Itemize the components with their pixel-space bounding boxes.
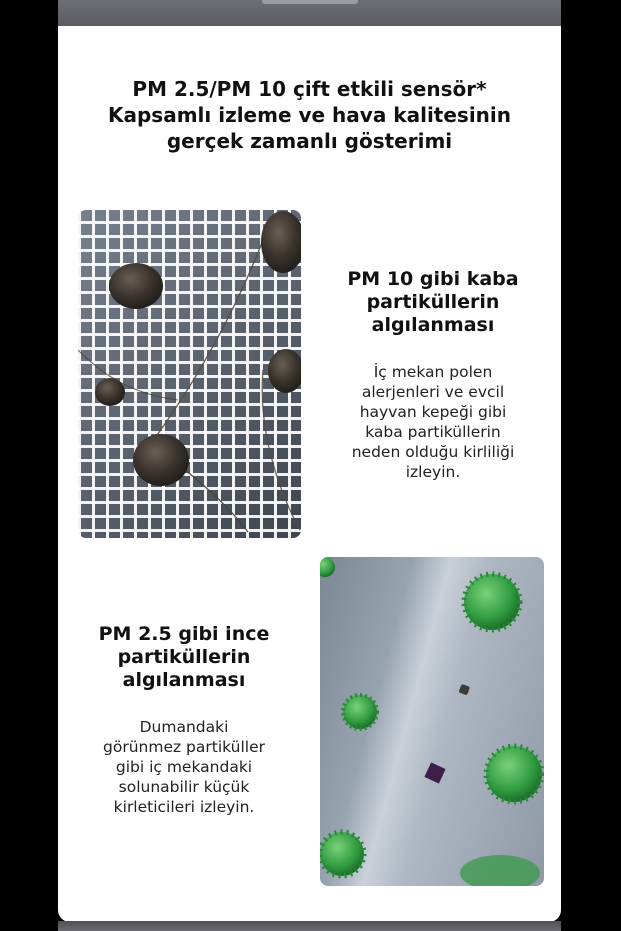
fine-particles-illustration xyxy=(320,557,544,886)
top-device-strip xyxy=(58,0,561,26)
coarse-title-line: algılanması xyxy=(371,314,495,336)
green-particle xyxy=(343,695,377,729)
green-particle xyxy=(460,855,540,886)
coarse-body-line: izleyin. xyxy=(405,463,461,481)
headline xyxy=(58,76,561,154)
fine-title-line: PM 2.5 gibi ince xyxy=(98,623,270,645)
coarse-body-line: hayvan kepeği gibi xyxy=(359,403,507,421)
green-particle xyxy=(486,746,542,802)
coarse-particles-title xyxy=(313,268,553,337)
coarse-body-line: neden olduğu kirliliği xyxy=(351,443,515,461)
fine-body-line: gibi iç mekandaki xyxy=(115,758,253,776)
coarse-particles-image xyxy=(78,210,301,538)
device-frame-right xyxy=(561,0,621,931)
fine-title-line: partiküllerin xyxy=(117,646,251,668)
bottom-device-strip xyxy=(58,921,561,931)
coarse-body-line: alerjenleri ve evcil xyxy=(361,383,505,401)
fine-body-line: solunabilir küçük xyxy=(118,778,250,796)
dust-clump xyxy=(133,434,189,486)
coarse-body-line: İç mekan polen xyxy=(373,363,493,381)
green-particle xyxy=(464,574,520,630)
coarse-particles-illustration xyxy=(78,210,301,538)
headline-line-3: gerçek zamanlı gösterimi xyxy=(166,129,453,153)
fine-particles-description xyxy=(58,717,310,817)
coarse-title-line: PM 10 gibi kaba xyxy=(347,268,519,290)
green-particle xyxy=(320,557,335,577)
headline-line-1: PM 2.5/PM 10 çift etkili sensör* xyxy=(132,77,487,101)
fine-body-line: görünmez partiküller xyxy=(103,738,265,756)
dust-clump xyxy=(268,349,301,393)
headline-line-2: Kapsamlı izleme ve hava kalitesinin xyxy=(107,103,512,127)
fine-particles-image xyxy=(320,557,544,886)
green-particle xyxy=(320,832,364,876)
fine-dust-particle xyxy=(424,762,445,783)
fine-particles-title xyxy=(58,623,310,692)
dust-clump xyxy=(261,211,301,273)
fine-title-line: algılanması xyxy=(122,669,246,691)
dust-clump xyxy=(109,263,163,309)
fine-dust-particle xyxy=(459,684,471,696)
coarse-body-line: kaba partiküllerin xyxy=(365,423,501,441)
coarse-title-line: partiküllerin xyxy=(366,291,500,313)
top-notch xyxy=(262,0,358,4)
fine-body-line: kirleticileri izleyin. xyxy=(113,798,255,816)
fine-body-line: Dumandaki xyxy=(139,718,229,736)
device-frame-left xyxy=(0,0,58,931)
dust-clump xyxy=(95,378,125,406)
coarse-particles-description xyxy=(313,362,553,482)
content-card xyxy=(58,26,561,922)
